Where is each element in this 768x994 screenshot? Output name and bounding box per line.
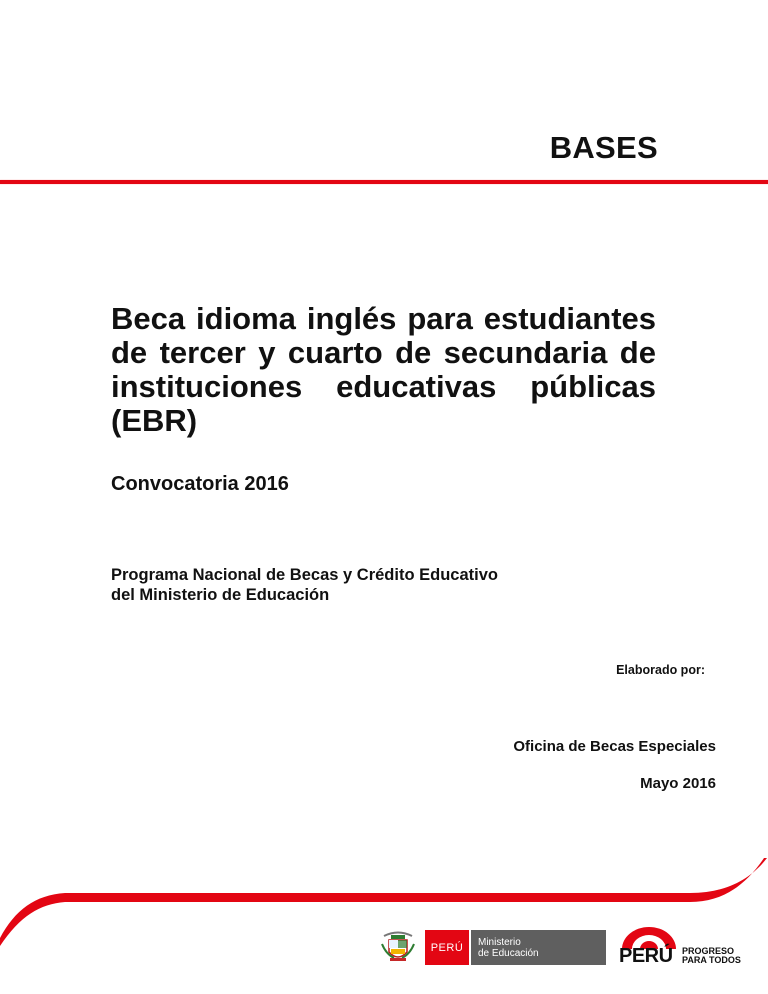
office-name: Oficina de Becas Especiales bbox=[513, 738, 716, 755]
prepared-by-label: Elaborado por: bbox=[616, 663, 705, 677]
progreso-tagline bbox=[682, 947, 741, 965]
call-year: Convocatoria 2016 bbox=[111, 473, 289, 495]
ministry-label-box bbox=[471, 930, 606, 965]
tagline-line-2: PARA TODOS bbox=[682, 955, 741, 965]
ministry-of-education-logo bbox=[378, 930, 606, 965]
ministry-line-1: Ministerio bbox=[478, 936, 521, 948]
header-rule bbox=[0, 180, 768, 184]
program-line-2: del Ministerio de Educación bbox=[111, 586, 330, 604]
peru-label: PERÚ bbox=[430, 941, 464, 954]
peru-progreso-logo bbox=[619, 925, 759, 970]
tagline-line-1: PROGRESO bbox=[682, 946, 735, 956]
ministry-line-2: de Educación bbox=[478, 947, 539, 959]
document-label: BASES bbox=[549, 130, 658, 165]
program-line-1: Programa Nacional de Becas y Crédito Educativo bbox=[111, 566, 498, 584]
coat-of-arms-icon bbox=[378, 930, 418, 965]
peru-label-box bbox=[425, 930, 469, 965]
cover-title: Beca idioma inglés para estudiantes de tercer y cuarto de secundaria de instituciones educativas públicas (EBR) bbox=[111, 301, 656, 438]
publication-date: Mayo 2016 bbox=[640, 775, 716, 792]
program-name bbox=[111, 565, 498, 605]
progreso-peru-word: PERÚ bbox=[619, 945, 673, 967]
